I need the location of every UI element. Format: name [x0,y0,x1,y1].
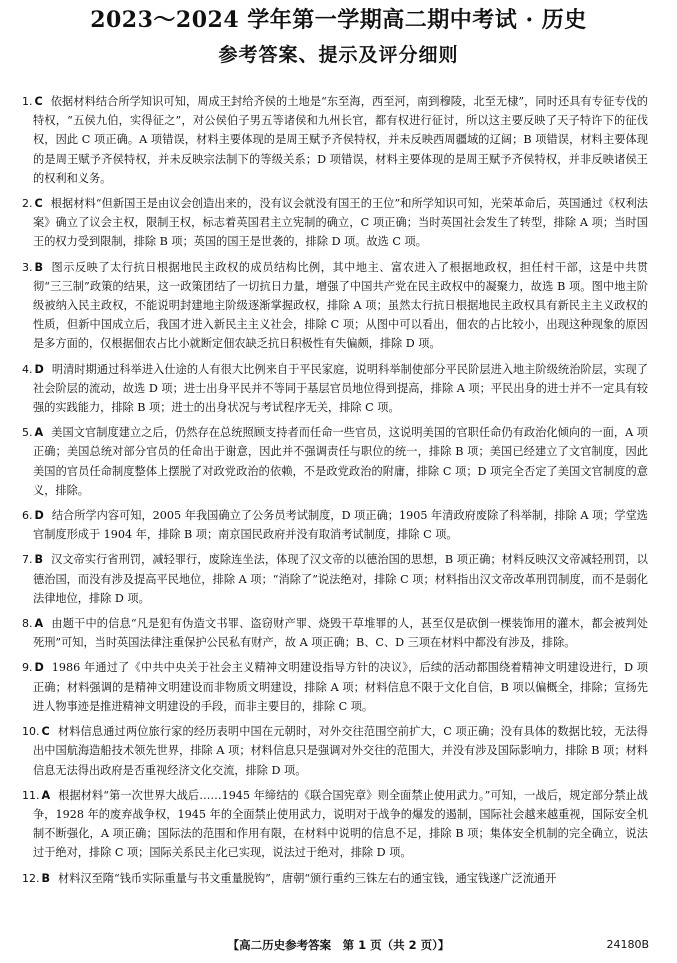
question-number: 9. [22,661,33,675]
answer-item [22,550,648,608]
answer-explanation: 由题干中的信息“凡是犯有伪造文书罪、盗窃财产罪、烧毁干草堆罪的人，甚至仅是砍倒一棵装饰用的灌木，都会被判处死刑”可知，当时英国法律注重保护公民私有财产，故 A 项正确；B、C、D 三项在材料中都没有涉及，排除。 [33,617,648,650]
answer-letter: B [41,871,51,885]
page-footer: 【高二历史参考答案 第 1 页（共 2 页）】 [227,938,450,952]
answer-explanation: 图示反映了太行抗日根据地民主政权的成员结构比例，其中地主、富农进入了根据地政权，担任村干部，这是中共贯彻“三三制”政策的结果，这一政策团结了一切抗日力量，增强了中国共产党在民主政权中的凝聚力，故选 B 项。图中地主阶级被纳入民主政权，不能说明封建地主阶级逐渐掌握政权，排除 A 项；虽然太行抗日根据地民主政权具有新民主主义政权的性质，但新中国成立后，我国才进入新民主主义社会，排除 C 项；从图中可以看出，佃农的占比较小，出现这种现象的原因是多方面的，仅根据佃农占比小就断定佃农缺乏抗日积极性有失偏颇，排除 D 项。 [33,260,648,351]
answer-explanation: 材料汉至隋“钱币实际重量与书文重量脱钩”，唐朝“颁行重约三铢左右的通宝钱，通宝钱遂广泛流通开 [58,871,557,885]
answer-item [22,194,648,252]
page-title: 2023～2024 学年第一学期高二期中考试 · 历史 [90,7,587,33]
answer-letter: A [41,788,51,802]
answer-letter: A [34,426,44,440]
answer-list [22,92,648,894]
answer-letter: C [34,95,43,108]
answer-explanation: 根据材料“但新国王是由议会创造出来的，没有议会就没有国王的王位”和所学知识可知，光荣革命后，英国通过《权利法案》确立了议会主权，限制王权，标志着英国君主立宪制的确立，C 项正确；当时英国社会发生了转型，排除 A 项；当时国王的权力受到限制，排除 B 项；英国的国王是世袭的，排除 D 项。故选 C 项。 [33,197,648,249]
question-number: 8. [22,617,33,631]
page-subtitle: 参考答案、提示及评分细则 [218,44,459,66]
question-number: 1. [22,95,33,108]
answer-letter: A [34,617,44,631]
paper-code: 24180B [606,938,649,951]
answer-item [22,258,648,354]
answer-item [22,658,648,716]
answer-item [22,614,648,652]
question-number: 4. [22,362,33,376]
answer-letter: C [34,197,43,211]
answer-explanation: 美国文官制度建立之后，仍然存在总统照顾支持者而任命一些官员，这说明美国的官职任命仍有政治化倾向的一面，A 项正确；美国总统对部分官员的任命出于谢意，因此并不强调责任与职位的统一，排除 B 项；美国已经建立了文官制度，因此美国的官员任命制度整体上摆脱了对政党政治的依赖，不是政党政治的附庸，排除 C 项；D 项完全否定了美国文官制度的意义，排除。 [33,426,648,497]
answer-letter: D [34,661,44,675]
answer-item [22,360,648,418]
answer-item [22,869,648,888]
answer-explanation: 明清时期通过科举进入仕途的人有很大比例来自于平民家庭，说明科举制使部分平民阶层进入地主阶级统治阶层，实现了社会阶层的流动，故选 D 项；进士出身平民并不等同于基层官员地位得到提高，排除 A 项；平民出身的进士并不一定具有较强的实践能力，排除 B 项；进士的出身状况与考试程序无关，排除 C 项。 [33,362,648,415]
answer-letter: D [34,362,44,376]
answer-item [22,423,648,500]
question-number: 2. [22,197,33,211]
question-number: 6. [22,509,33,523]
answer-letter: B [34,553,44,567]
question-number: 3. [22,260,33,274]
answer-item [22,786,648,863]
answer-explanation: 根据材料“第一次世界大战后……1945 年缔结的《联合国宪章》则全面禁止使用武力。”可知，一战后，规定部分禁止战争，1928 年的废弃战争权，1945 年的全面禁止使用武力，说明对于战争的爆发的遏制，国际社会越来越重视，国际安全机制不断强化，A 项正确；国际法的范围和作用有限，在材料中说明的信息不足，排除 B 项；集体安全机制的完全确立，说法过于绝对，排除 C 项；国际关系民主化已实现，说法过于绝对，排除 D 项。 [33,788,648,860]
answer-letter: D [34,509,44,523]
answer-explanation: 结合所学内容可知，2005 年我国确立了公务员考试制度，D 项正确；1905 年清政府废除了科举制，排除 A 项；学堂选官制度形成于 1904 年，排除 B 项；南京国民政府并没有取消考试制度，排除 C 项。 [33,509,648,542]
answer-item [22,506,648,544]
answer-letter: C [41,725,50,739]
answer-explanation: 材料信息通过两位旅行家的经历表明中国在元朝时，对外交往范围空前扩大，C 项正确；没有具体的数据比较，无法得出中国航海造船技术领先世界，排除 A 项；材料信息只是强调对外交往的范围大，并没有涉及国际影响力，排除 B 项；材料信息无法得出政府是否重视经济文化交流，排除 D 项。 [33,725,648,777]
question-number: 10. [22,725,40,739]
question-number: 5. [22,426,33,440]
answer-item [22,92,648,188]
answer-explanation: 汉文帝实行省刑罚，减轻罪行，废除连坐法，体现了汉文帝的以德治国的思想，B 项正确；材料反映汉文帝减轻刑罚，以德治国，而没有涉及提高平民地位，排除 A 项；“消除了”说法绝对，排除 C 项；材料指出汉文帝改革刑罚制度，而不是弱化法律地位，排除 D 项。 [33,553,648,605]
answer-explanation: 依据材料结合所学知识可知，周成王封给齐侯的土地是“东至海，西至河，南到穆陵，北至无棣”，同时还具有专征专伐的特权，“五侯九伯，实得征之”，对公侯伯子男五等诸侯和九州长官，都有权进行征讨，所以这主要反映了天子特许下的征伐权，因此 C 项正确。A 项错误，材料主要体现的是周王赋予齐侯特权，并未反映西周疆域的辽阔；B 项错误，材料主要体现的是周王赋予齐侯特权，并未反映宗法制下的等级关系；D 项错误，材料主要体现的是周王赋予齐侯特权，并非反映诸侯王的权利和义务。 [33,95,648,185]
answer-letter: B [34,260,44,274]
question-number: 11. [22,788,40,802]
question-number: 7. [22,553,33,567]
answer-explanation: 1986 年通过了《中共中央关于社会主义精神文明建设指导方针的决议》，后续的活动都围绕着精神文明建设进行，D 项正确；材料强调的是精神文明建设而非物质文明建设，排除 A 项；材料信息不限于文化自信，B 项以偏概全，排除；宣扬先进人物事迹是推进精神文明建设的手段，而非主要目的，排除 C 项。 [33,661,648,713]
question-number: 12. [22,871,40,885]
answer-item [22,722,648,780]
